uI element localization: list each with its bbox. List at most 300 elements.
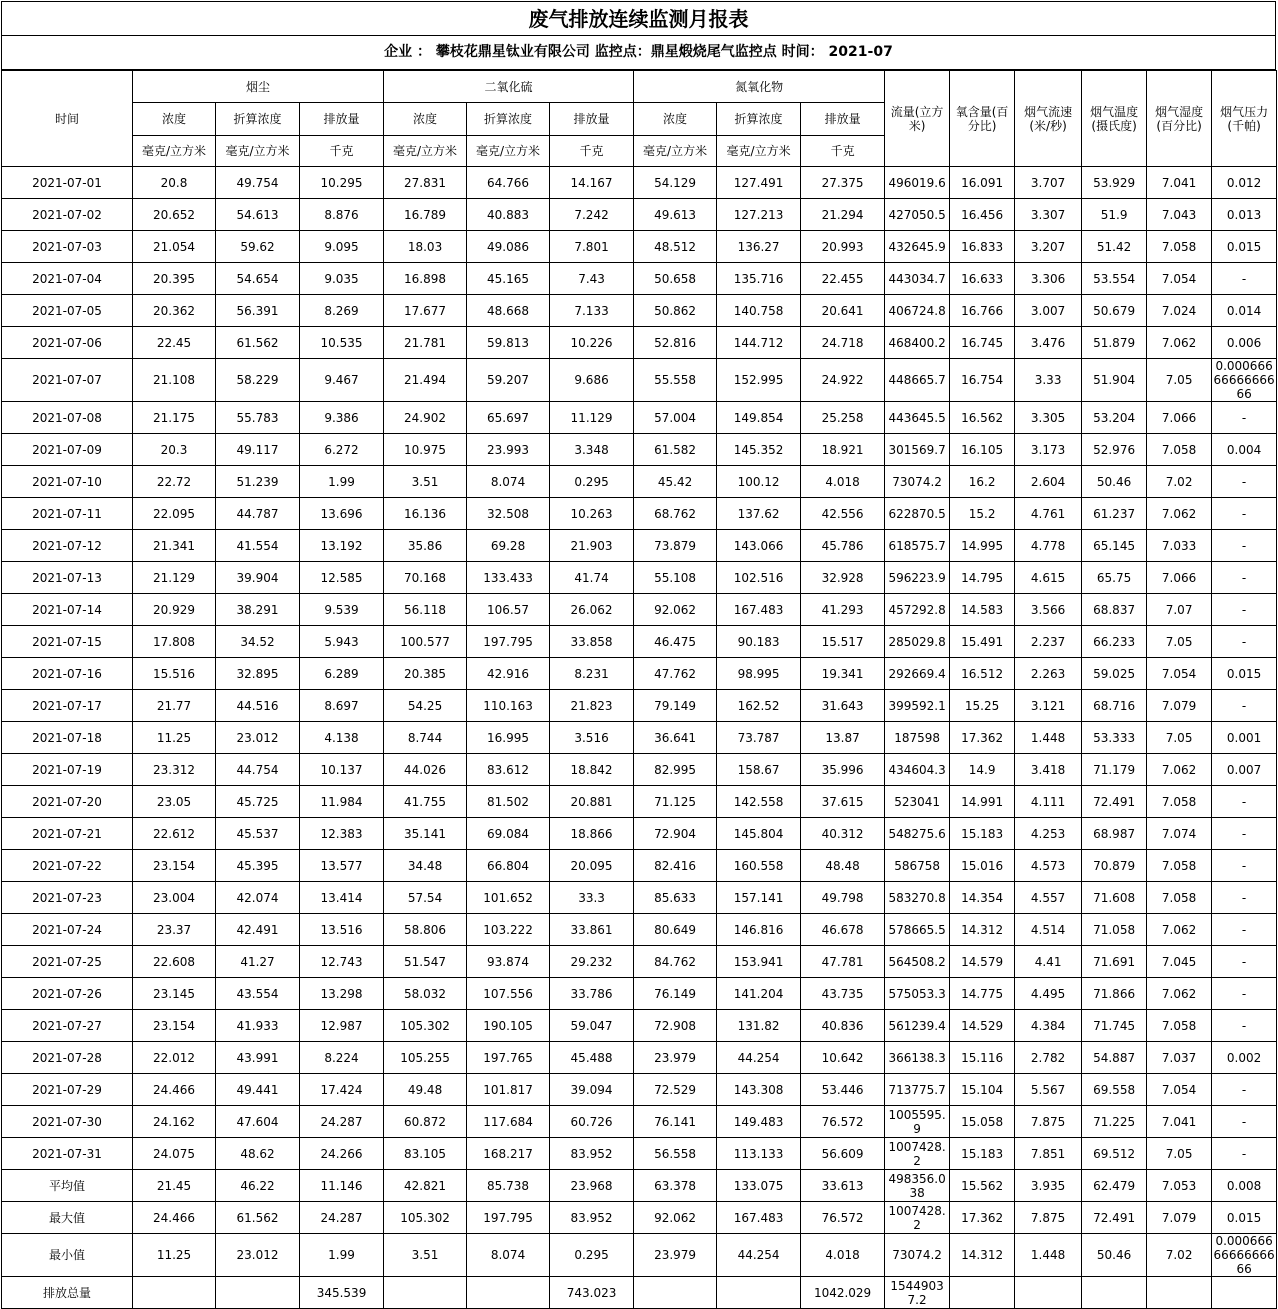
value-cell: 61.562: [216, 1202, 300, 1234]
value-cell: 24.466: [133, 1074, 216, 1106]
value-cell: 1.448: [1015, 722, 1082, 754]
summary-row: [2, 1234, 1277, 1277]
value-cell: -: [1212, 466, 1277, 498]
value-cell: 33.858: [550, 626, 634, 658]
value-cell: 34.48: [384, 850, 467, 882]
value-cell: 8.074: [467, 466, 550, 498]
value-cell: 105.255: [384, 1042, 467, 1074]
header-time: 时间: [2, 71, 133, 167]
value-cell: 0.295: [550, 1234, 634, 1277]
table-row: [2, 850, 1277, 882]
table-row: [2, 882, 1277, 914]
value-cell: 58.229: [216, 359, 300, 402]
row-label-cell: 最大值: [2, 1202, 133, 1234]
value-cell: 622870.5: [885, 498, 950, 530]
value-cell: 15.2: [950, 498, 1015, 530]
value-cell: 1.448: [1015, 1234, 1082, 1277]
value-cell: [467, 1277, 550, 1309]
value-cell: 15.491: [950, 626, 1015, 658]
header-concentration: 浓度: [133, 103, 216, 136]
value-cell: 7.133: [550, 295, 634, 327]
value-cell: 51.547: [384, 946, 467, 978]
value-cell: 146.816: [717, 914, 801, 946]
value-cell: 7.074: [1147, 818, 1212, 850]
value-cell: 7.041: [1147, 167, 1212, 199]
value-cell: 3.418: [1015, 754, 1082, 786]
value-cell: 168.217: [467, 1138, 550, 1170]
value-cell: 55.558: [634, 359, 717, 402]
value-cell: 16.2: [950, 466, 1015, 498]
value-cell: 14.312: [950, 914, 1015, 946]
value-cell: 23.154: [133, 1010, 216, 1042]
row-label-cell: 2021-07-20: [2, 786, 133, 818]
value-cell: 58.032: [384, 978, 467, 1010]
value-cell: 25.258: [801, 402, 885, 434]
value-cell: 23.968: [550, 1170, 634, 1202]
value-cell: 57.004: [634, 402, 717, 434]
value-cell: 4.514: [1015, 914, 1082, 946]
value-cell: 14.354: [950, 882, 1015, 914]
value-cell: 35.141: [384, 818, 467, 850]
value-cell: 24.718: [801, 327, 885, 359]
value-cell: 1042.029: [801, 1277, 885, 1309]
value-cell: 16.789: [384, 199, 467, 231]
value-cell: 3.305: [1015, 402, 1082, 434]
value-cell: 583270.8: [885, 882, 950, 914]
value-cell: 72.908: [634, 1010, 717, 1042]
value-cell: 127.491: [717, 167, 801, 199]
value-cell: 41.554: [216, 530, 300, 562]
row-label-cell: 排放总量: [2, 1277, 133, 1309]
value-cell: 110.163: [467, 690, 550, 722]
value-cell: 20.652: [133, 199, 216, 231]
value-cell: 197.795: [467, 1202, 550, 1234]
value-cell: 596223.9: [885, 562, 950, 594]
table-row: [2, 626, 1277, 658]
value-cell: 7.058: [1147, 231, 1212, 263]
table-row: [2, 199, 1277, 231]
value-cell: 443645.5: [885, 402, 950, 434]
value-cell: 34.52: [216, 626, 300, 658]
value-cell: 15.25: [950, 690, 1015, 722]
value-cell: 15449037.2: [885, 1277, 950, 1309]
value-cell: 4.573: [1015, 850, 1082, 882]
value-cell: 100.12: [717, 466, 801, 498]
value-cell: 8.231: [550, 658, 634, 690]
value-cell: 16.745: [950, 327, 1015, 359]
value-cell: 44.254: [717, 1234, 801, 1277]
monitor-point-label: 监控点：: [594, 44, 651, 60]
value-cell: 575053.3: [885, 978, 950, 1010]
value-cell: 72.904: [634, 818, 717, 850]
company-label: 企业 ：: [384, 44, 432, 60]
header-group-so2: 二氧化硫: [384, 71, 634, 103]
header-emission: 排放量: [300, 103, 384, 136]
value-cell: 102.516: [717, 562, 801, 594]
value-cell: 7.062: [1147, 978, 1212, 1010]
value-cell: [133, 1277, 216, 1309]
table-row: [2, 402, 1277, 434]
value-cell: 79.149: [634, 690, 717, 722]
value-cell: 7.045: [1147, 946, 1212, 978]
value-cell: 1.99: [300, 1234, 384, 1277]
row-label-cell: 2021-07-04: [2, 263, 133, 295]
value-cell: -: [1212, 594, 1277, 626]
value-cell: 7.801: [550, 231, 634, 263]
value-cell: 42.821: [384, 1170, 467, 1202]
value-cell: 76.149: [634, 978, 717, 1010]
value-cell: 24.922: [801, 359, 885, 402]
value-cell: 7.05: [1147, 722, 1212, 754]
value-cell: 2.604: [1015, 466, 1082, 498]
value-cell: 85.738: [467, 1170, 550, 1202]
value-cell: 16.512: [950, 658, 1015, 690]
value-cell: 13.577: [300, 850, 384, 882]
value-cell: 84.762: [634, 946, 717, 978]
value-cell: 72.491: [1082, 786, 1147, 818]
value-cell: [216, 1277, 300, 1309]
value-cell: 51.904: [1082, 359, 1147, 402]
value-cell: 11.146: [300, 1170, 384, 1202]
value-cell: 71.225: [1082, 1106, 1147, 1138]
value-cell: 142.558: [717, 786, 801, 818]
value-cell: 76.141: [634, 1106, 717, 1138]
value-cell: 65.697: [467, 402, 550, 434]
value-cell: 32.928: [801, 562, 885, 594]
value-cell: 15.016: [950, 850, 1015, 882]
value-cell: 4.018: [801, 466, 885, 498]
value-cell: 24.287: [300, 1106, 384, 1138]
value-cell: 7.05: [1147, 626, 1212, 658]
table-row: [2, 914, 1277, 946]
value-cell: 7.02: [1147, 466, 1212, 498]
report-sheet: [1, 1, 1276, 1307]
value-cell: 90.183: [717, 626, 801, 658]
value-cell: 131.82: [717, 1010, 801, 1042]
value-cell: 33.613: [801, 1170, 885, 1202]
value-cell: 48.62: [216, 1138, 300, 1170]
value-cell: 49.441: [216, 1074, 300, 1106]
value-cell: 7.058: [1147, 786, 1212, 818]
value-cell: 21.45: [133, 1170, 216, 1202]
table-row: [2, 1042, 1277, 1074]
value-cell: 57.54: [384, 882, 467, 914]
row-label-cell: 2021-07-17: [2, 690, 133, 722]
value-cell: 12.585: [300, 562, 384, 594]
value-cell: 7.079: [1147, 1202, 1212, 1234]
value-cell: 7.054: [1147, 1074, 1212, 1106]
value-cell: 56.118: [384, 594, 467, 626]
value-cell: 9.095: [300, 231, 384, 263]
value-cell: 7.054: [1147, 658, 1212, 690]
value-cell: 48.668: [467, 295, 550, 327]
value-cell: 0.008: [1212, 1170, 1277, 1202]
table-row: [2, 1138, 1277, 1170]
value-cell: 13.414: [300, 882, 384, 914]
value-cell: 10.137: [300, 754, 384, 786]
summary-row: [2, 1202, 1277, 1234]
value-cell: 85.633: [634, 882, 717, 914]
value-cell: 10.975: [384, 434, 467, 466]
value-cell: 158.67: [717, 754, 801, 786]
value-cell: 0.002: [1212, 1042, 1277, 1074]
table-row: [2, 530, 1277, 562]
value-cell: 457292.8: [885, 594, 950, 626]
value-cell: 20.641: [801, 295, 885, 327]
value-cell: 18.842: [550, 754, 634, 786]
value-cell: 48.48: [801, 850, 885, 882]
value-cell: 7.037: [1147, 1042, 1212, 1074]
value-cell: 13.192: [300, 530, 384, 562]
value-cell: -: [1212, 562, 1277, 594]
table-row: [2, 327, 1277, 359]
value-cell: 21.129: [133, 562, 216, 594]
value-cell: 3.707: [1015, 167, 1082, 199]
value-cell: 60.872: [384, 1106, 467, 1138]
value-cell: 23.993: [467, 434, 550, 466]
value-cell: 17.808: [133, 626, 216, 658]
header-flow-speed: 烟气流速(米/秒): [1015, 71, 1082, 167]
value-cell: 197.765: [467, 1042, 550, 1074]
row-label-cell: 最小值: [2, 1234, 133, 1277]
value-cell: 0.295: [550, 466, 634, 498]
value-cell: 366138.3: [885, 1042, 950, 1074]
value-cell: 10.295: [300, 167, 384, 199]
value-cell: 68.987: [1082, 818, 1147, 850]
value-cell: 7.062: [1147, 754, 1212, 786]
value-cell: 23.012: [216, 1234, 300, 1277]
value-cell: 468400.2: [885, 327, 950, 359]
value-cell: 35.996: [801, 754, 885, 786]
value-cell: 135.716: [717, 263, 801, 295]
value-cell: 66.804: [467, 850, 550, 882]
value-cell: -: [1212, 1010, 1277, 1042]
value-cell: 59.813: [467, 327, 550, 359]
value-cell: 9.035: [300, 263, 384, 295]
value-cell: 92.062: [634, 594, 717, 626]
row-label-cell: 2021-07-21: [2, 818, 133, 850]
value-cell: 51.9: [1082, 199, 1147, 231]
value-cell: 7.062: [1147, 498, 1212, 530]
row-label-cell: 2021-07-06: [2, 327, 133, 359]
value-cell: 4.615: [1015, 562, 1082, 594]
value-cell: 32.508: [467, 498, 550, 530]
header-emission: 排放量: [801, 103, 885, 136]
table-body: [2, 167, 1277, 1309]
value-cell: 3.51: [384, 466, 467, 498]
value-cell: 33.3: [550, 882, 634, 914]
header-converted-concentration: 折算浓度: [216, 103, 300, 136]
value-cell: -: [1212, 530, 1277, 562]
value-cell: 19.341: [801, 658, 885, 690]
value-cell: 59.047: [550, 1010, 634, 1042]
value-cell: 83.952: [550, 1202, 634, 1234]
value-cell: 16.633: [950, 263, 1015, 295]
value-cell: 127.213: [717, 199, 801, 231]
value-cell: 15.516: [133, 658, 216, 690]
value-cell: 18.921: [801, 434, 885, 466]
value-cell: 3.348: [550, 434, 634, 466]
value-cell: 14.9: [950, 754, 1015, 786]
value-cell: 60.726: [550, 1106, 634, 1138]
value-cell: 106.57: [467, 594, 550, 626]
company-name: 攀枝花鼎星钛业有限公司: [435, 44, 590, 60]
value-cell: 3.516: [550, 722, 634, 754]
value-cell: 20.993: [801, 231, 885, 263]
value-cell: 432645.9: [885, 231, 950, 263]
value-cell: 1005595.9: [885, 1106, 950, 1138]
value-cell: 49.117: [216, 434, 300, 466]
value-cell: 45.165: [467, 263, 550, 295]
value-cell: 618575.7: [885, 530, 950, 562]
value-cell: 20.3: [133, 434, 216, 466]
header-temperature: 烟气温度(摄氏度): [1082, 71, 1147, 167]
header-unit: 千克: [550, 136, 634, 167]
row-label-cell: 2021-07-29: [2, 1074, 133, 1106]
value-cell: 13.298: [300, 978, 384, 1010]
value-cell: 83.612: [467, 754, 550, 786]
value-cell: 143.308: [717, 1074, 801, 1106]
value-cell: 3.476: [1015, 327, 1082, 359]
value-cell: -: [1212, 882, 1277, 914]
row-label-cell: 2021-07-02: [2, 199, 133, 231]
value-cell: 16.091: [950, 167, 1015, 199]
value-cell: 42.074: [216, 882, 300, 914]
value-cell: 16.995: [467, 722, 550, 754]
value-cell: 29.232: [550, 946, 634, 978]
value-cell: -: [1212, 402, 1277, 434]
value-cell: -: [1212, 1074, 1277, 1106]
value-cell: 4.495: [1015, 978, 1082, 1010]
value-cell: 59.025: [1082, 658, 1147, 690]
value-cell: -: [1212, 626, 1277, 658]
value-cell: 50.46: [1082, 1234, 1147, 1277]
value-cell: 21.781: [384, 327, 467, 359]
row-label-cell: 2021-07-26: [2, 978, 133, 1010]
value-cell: 7.242: [550, 199, 634, 231]
value-cell: 18.866: [550, 818, 634, 850]
value-cell: 45.395: [216, 850, 300, 882]
value-cell: 9.386: [300, 402, 384, 434]
value-cell: 564508.2: [885, 946, 950, 978]
value-cell: 141.204: [717, 978, 801, 1010]
report-title: 废气排放连续监测月报表: [1, 1, 1276, 36]
row-label-cell: 2021-07-23: [2, 882, 133, 914]
value-cell: 1007428.2: [885, 1202, 950, 1234]
value-cell: 21.341: [133, 530, 216, 562]
value-cell: 72.529: [634, 1074, 717, 1106]
value-cell: 7.041: [1147, 1106, 1212, 1138]
value-cell: 47.604: [216, 1106, 300, 1138]
value-cell: 498356.038: [885, 1170, 950, 1202]
value-cell: 24.162: [133, 1106, 216, 1138]
header-unit: 千克: [300, 136, 384, 167]
value-cell: 0.0006666666666666: [1213, 1234, 1275, 1276]
value-cell: 68.716: [1082, 690, 1147, 722]
row-label-cell: 2021-07-15: [2, 626, 133, 658]
row-label-cell: 2021-07-28: [2, 1042, 133, 1074]
table-row: [2, 562, 1277, 594]
value-cell: 399592.1: [885, 690, 950, 722]
value-cell: 0.015: [1212, 658, 1277, 690]
header-group-dust: 烟尘: [133, 71, 384, 103]
value-cell: 45.786: [801, 530, 885, 562]
table-row: [2, 722, 1277, 754]
value-cell: 21.77: [133, 690, 216, 722]
value-cell: 0.015: [1212, 231, 1277, 263]
value-cell: -: [1212, 263, 1277, 295]
value-cell: 548275.6: [885, 818, 950, 850]
value-cell: 7.058: [1147, 1010, 1212, 1042]
value-cell: 434604.3: [885, 754, 950, 786]
value-cell: 23.37: [133, 914, 216, 946]
value-cell: 15.183: [950, 1138, 1015, 1170]
value-cell: 145.804: [717, 818, 801, 850]
value-cell: 53.204: [1082, 402, 1147, 434]
table-row: [2, 231, 1277, 263]
value-cell: 15.058: [950, 1106, 1015, 1138]
value-cell: 55.108: [634, 562, 717, 594]
value-cell: 16.766: [950, 295, 1015, 327]
value-cell: 0.0006666666666666: [1213, 359, 1275, 401]
value-cell: 8.697: [300, 690, 384, 722]
row-label-cell: 2021-07-27: [2, 1010, 133, 1042]
value-cell: 47.762: [634, 658, 717, 690]
value-cell: 11.25: [133, 722, 216, 754]
value-cell: 23.145: [133, 978, 216, 1010]
value-cell: 14.583: [950, 594, 1015, 626]
value-cell: 31.643: [801, 690, 885, 722]
summary-row: [2, 1170, 1277, 1202]
row-label-cell: 2021-07-01: [2, 167, 133, 199]
value-cell: 103.222: [467, 914, 550, 946]
value-cell: 22.095: [133, 498, 216, 530]
value-cell: 32.895: [216, 658, 300, 690]
value-cell: 71.608: [1082, 882, 1147, 914]
value-cell: 16.105: [950, 434, 1015, 466]
value-cell: 83.952: [550, 1138, 634, 1170]
value-cell: 14.529: [950, 1010, 1015, 1042]
value-cell: 13.516: [300, 914, 384, 946]
value-cell: -: [1212, 850, 1277, 882]
value-cell: 21.054: [133, 231, 216, 263]
table-row: [2, 690, 1277, 722]
value-cell: 20.362: [133, 295, 216, 327]
header-concentration: 浓度: [634, 103, 717, 136]
value-cell: 448665.7: [885, 359, 950, 402]
value-cell: 13.696: [300, 498, 384, 530]
value-cell: 49.754: [216, 167, 300, 199]
value-cell: 523041: [885, 786, 950, 818]
value-cell: 292669.4: [885, 658, 950, 690]
value-cell: 49.086: [467, 231, 550, 263]
value-cell: 69.28: [467, 530, 550, 562]
value-cell: 14.775: [950, 978, 1015, 1010]
value-cell: 73.787: [717, 722, 801, 754]
value-cell: 23.312: [133, 754, 216, 786]
value-cell: 16.456: [950, 199, 1015, 231]
row-label-cell: 2021-07-07: [2, 359, 133, 402]
value-cell: 4.41: [1015, 946, 1082, 978]
value-cell: 71.179: [1082, 754, 1147, 786]
value-cell: 27.375: [801, 167, 885, 199]
value-cell: 6.289: [300, 658, 384, 690]
value-cell: 21.175: [133, 402, 216, 434]
header-oxygen: 氧含量(百分比): [950, 71, 1015, 167]
header-unit: 毫克/立方米: [133, 136, 216, 167]
value-cell: 51.879: [1082, 327, 1147, 359]
row-label-cell: 2021-07-19: [2, 754, 133, 786]
